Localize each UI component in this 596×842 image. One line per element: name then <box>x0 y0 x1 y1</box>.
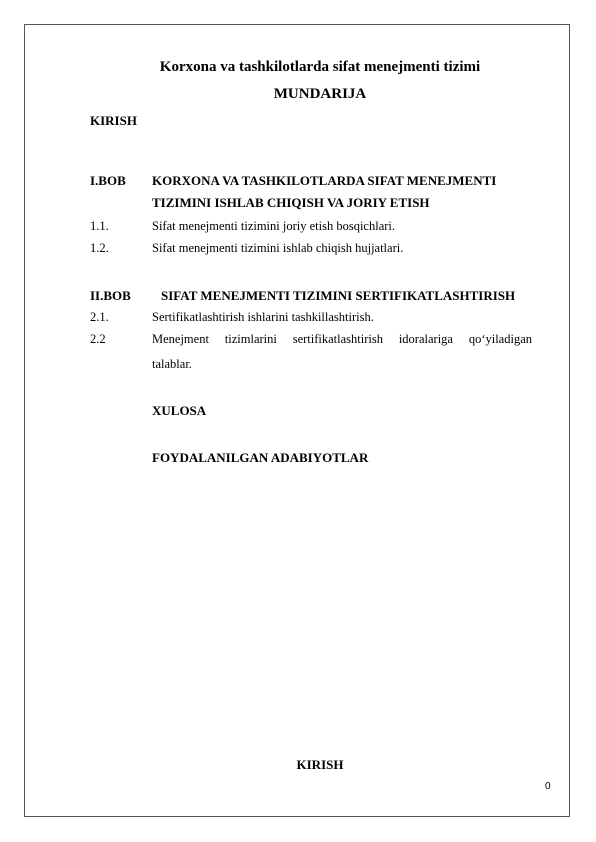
toc-item-2-1-number: 2.1. <box>90 310 109 324</box>
page-border <box>24 24 570 817</box>
toc-intro: KIRISH <box>90 113 137 128</box>
toc-references: FOYDALANILGAN ADABIYOTLAR <box>152 450 369 465</box>
toc-item-2-2-text-line1: Menejment tizimlarini sertifikatlashtirish idoralariga qo‘yiladigan <box>152 332 532 346</box>
toc-item-2-2-number: 2.2 <box>90 332 106 346</box>
section-heading-intro: KIRISH <box>296 757 344 772</box>
toc-item-1-1-text: Sifat menejmenti tizimini joriy etish bosqichlari. <box>152 219 396 233</box>
toc-chapter2-title: SIFAT MENEJMENTI TIZIMINI SERTIFIKATLASHTIRISH <box>161 288 516 303</box>
toc-item-1-2-number: 1.2. <box>90 241 109 255</box>
page-number: 0 <box>545 781 551 792</box>
toc-chapter1-title-line2: TIZIMINI ISHLAB CHIQISH VA JORIY ETISH <box>152 195 430 210</box>
toc-item-2-2-text-line2: talablar. <box>152 357 192 371</box>
toc-chapter1-title-line1: KORXONA VA TASHKILOTLARDA SIFAT MENEJMENTI <box>152 173 497 188</box>
toc-item-1-1-number: 1.1. <box>90 219 109 233</box>
contents-heading: MUNDARIJA <box>273 86 367 102</box>
toc-conclusion: XULOSA <box>152 403 207 418</box>
document-title: Korxona va tashkilotlarda sifat menejmenti tizimi <box>159 59 481 75</box>
toc-item-2-1-text: Sertifikatlashtirish ishlarini tashkillashtirish. <box>152 310 374 324</box>
toc-item-1-2-text: Sifat menejmenti tizimini ishlab chiqish hujjatlari. <box>152 241 404 255</box>
toc-chapter2-number: II.BOB <box>90 288 131 303</box>
toc-chapter1-number: I.BOB <box>90 173 126 188</box>
